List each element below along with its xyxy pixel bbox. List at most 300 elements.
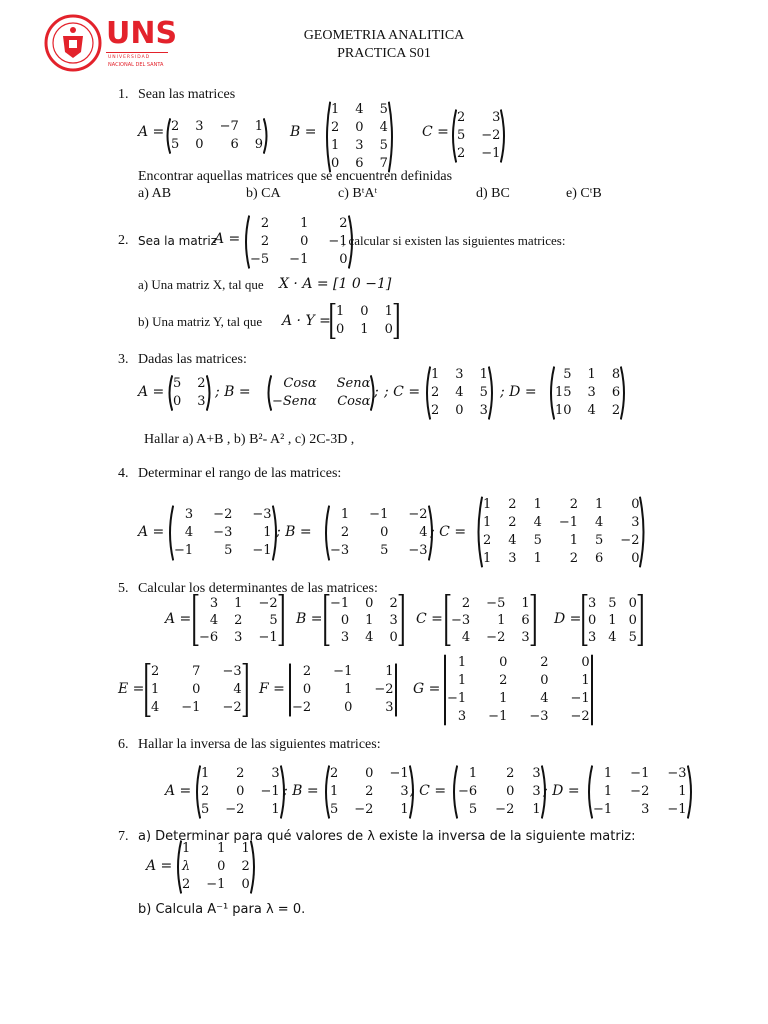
matrix-c	[449, 109, 508, 163]
matrix-cell: 1	[331, 138, 340, 153]
matrix-cell: 5	[330, 802, 339, 817]
matrix-cell: 1	[483, 515, 492, 530]
matrix-cell: −1	[488, 709, 508, 724]
part-b-text: b) Calcula A⁻¹ para λ = 0.	[138, 902, 306, 917]
matrix-cell: 5	[468, 802, 478, 817]
matrix-cell: 7	[192, 664, 201, 679]
matrix-cell: 3	[195, 119, 204, 134]
matrix-cell: 1	[336, 304, 345, 319]
matrix-cell: −1	[558, 515, 579, 530]
matrix-cell: −1	[252, 543, 272, 558]
matrix-cell: 2	[389, 595, 398, 611]
matrix-cell: −2	[213, 507, 233, 522]
matrix-cell: 2	[431, 385, 440, 400]
matrix-a	[242, 215, 356, 269]
matrix-cell: 4	[461, 629, 471, 645]
matrix-cell: −1	[630, 766, 650, 781]
matrix-cell: 3	[588, 595, 597, 611]
matrix-cell: 0	[339, 252, 348, 267]
matrix-cell: −2	[408, 507, 428, 522]
matrix-label: B =	[290, 124, 317, 140]
matrix-cell: 1	[587, 367, 596, 382]
matrix-cell: −1	[330, 595, 350, 611]
matrix-cell: 1	[201, 766, 210, 781]
problem-intro: Calcular los determinantes de las matrices:	[138, 581, 378, 596]
matrix-cell: −3	[451, 612, 471, 628]
matrix-label: A =	[214, 231, 241, 247]
matrix-cell: 2	[182, 877, 191, 892]
matrix-f	[288, 663, 398, 717]
matrix-cell: 2	[302, 664, 312, 679]
matrix-a	[166, 375, 213, 411]
matrix-cell: 0	[302, 682, 312, 697]
matrix-cell: 1	[603, 784, 613, 799]
matrix-cell: 0	[628, 612, 637, 628]
problem-intro: Determinar el rango de las matrices:	[138, 466, 342, 481]
matrix-cell: −1	[258, 629, 278, 645]
matrix-a	[164, 118, 270, 154]
matrix-cell: 0	[384, 322, 393, 337]
matrix-cell: −1	[333, 664, 353, 679]
matrix-cell: −1	[570, 691, 590, 706]
semicolon: ;	[374, 384, 379, 400]
matrix-cell: 1	[483, 551, 492, 566]
matrix-cell: 1	[182, 841, 191, 856]
matrix-cell: 1	[340, 507, 350, 522]
problem-task: Hallar a) A+B , b) B²- A² , c) 2C-3D ,	[144, 432, 355, 447]
matrix-cell: 1	[400, 802, 409, 817]
matrix-cell: 1	[457, 655, 467, 670]
matrix-cell: −1	[593, 802, 613, 817]
matrix-cell: −1	[481, 146, 501, 161]
matrix-cell: 4	[355, 102, 364, 117]
matrix-cell: 10	[555, 403, 572, 418]
logo-subtitle-2: NACIONAL DEL SANTA	[108, 62, 164, 68]
matrix-cell: 2	[241, 859, 250, 874]
matrix-cell: −1	[328, 234, 348, 249]
matrix-cell: 3	[457, 709, 467, 724]
part-b-text: b) Una matriz Y, tal que	[138, 314, 263, 329]
matrix-cell: 0	[344, 700, 353, 715]
matrix-cell: 2	[611, 403, 621, 418]
matrix-cell: 4	[209, 612, 219, 628]
matrix-cell: 5	[201, 802, 210, 817]
matrix-cell: 0	[506, 784, 515, 799]
matrix-cell: 2	[506, 766, 515, 781]
matrix-cell: 1	[344, 682, 353, 697]
matrix-cell: 1	[300, 216, 309, 231]
matrix-cell: 1	[254, 119, 264, 134]
matrix-y-result	[330, 303, 399, 339]
matrix-cell: 5	[379, 102, 388, 117]
matrix-cell: −3	[667, 766, 687, 781]
matrix-cell: 1	[678, 784, 687, 799]
matrix-label: ; C =	[430, 524, 467, 540]
matrix-cell: 2	[431, 403, 440, 418]
matrix-cell: −1	[174, 543, 194, 558]
matrix-cell: 6	[595, 551, 604, 566]
part-a-equation: X · A = [1 0 −1]	[279, 276, 392, 292]
matrix-a	[174, 840, 258, 894]
matrix-cell: 0	[540, 673, 549, 688]
problem-number: 6.	[118, 737, 129, 752]
matrix-cell: 2	[499, 673, 508, 688]
matrix-cell: 3	[197, 394, 206, 409]
matrix-cell: 4	[419, 525, 428, 540]
matrix-cell: 2	[540, 655, 549, 670]
matrix-cell: 5	[171, 137, 180, 152]
matrix-a-cells	[171, 118, 263, 154]
matrix-cell: 0	[340, 612, 350, 628]
matrix-cell: 7	[379, 156, 388, 171]
matrix-c	[450, 765, 549, 819]
matrix-cell: −6	[458, 784, 478, 799]
matrix-cell: 3	[532, 766, 541, 781]
matrix-cell: 2	[457, 146, 466, 161]
matrix-cell: 3	[532, 784, 541, 799]
matrix-cell: 0	[631, 497, 640, 512]
option-c: c) BᵗAᵗ	[338, 186, 378, 201]
matrix-cell: −1	[447, 691, 467, 706]
matrix-a	[166, 505, 280, 561]
document-subtitle: PRACTICA S01	[337, 46, 431, 61]
matrix-cell: 4	[184, 525, 194, 540]
matrix-d	[547, 366, 628, 420]
matrix-cell: Cosα	[337, 394, 371, 409]
matrix-cell: 6	[521, 612, 530, 628]
matrix-label: E =	[118, 681, 145, 697]
matrix-cell: 1	[608, 612, 617, 628]
matrix-cell: −3	[330, 543, 350, 558]
option-d: d) BC	[476, 186, 510, 201]
matrix-cell: 2	[236, 766, 245, 781]
matrix-d	[585, 765, 695, 819]
matrix-cell: −1	[206, 877, 226, 892]
matrix-a	[193, 594, 284, 646]
problem-intro: Dadas las matrices:	[138, 352, 247, 367]
matrix-cell: 5	[457, 128, 466, 143]
matrix-cell: 5	[379, 138, 388, 153]
matrix-cell: 2	[339, 216, 348, 231]
problem-intro-continuation: , calcular si existen las siguientes matrices:	[342, 233, 566, 248]
matrix-cell: 2	[330, 766, 339, 781]
matrix-cell: 6	[611, 385, 621, 400]
matrix-cell: −5	[486, 595, 506, 611]
matrix-cell: 1	[479, 367, 488, 382]
matrix-cell: −3	[213, 525, 233, 540]
matrix-cell: 2	[508, 515, 517, 530]
matrix-b	[265, 375, 377, 411]
matrix-cell: 5	[224, 543, 233, 558]
matrix-a	[193, 765, 288, 819]
matrix-cell: −3	[408, 543, 428, 558]
matrix-cell: 1	[385, 664, 394, 679]
matrix-cell: 1	[603, 766, 613, 781]
matrix-label: ; B =	[276, 524, 312, 540]
matrix-g	[443, 654, 594, 726]
matrix-cell: 0	[581, 655, 590, 670]
matrix-cell: 3	[209, 595, 219, 611]
matrix-c	[445, 594, 536, 646]
matrix-cell: 1	[497, 612, 506, 628]
matrix-cell: 2	[331, 120, 340, 135]
matrix-label: C =	[422, 124, 449, 140]
problem-number: 3.	[118, 352, 129, 367]
matrix-cell: 3	[479, 403, 488, 418]
matrix-cell: 5	[380, 543, 389, 558]
matrix-cell: 0	[195, 137, 204, 152]
matrix-cell: 6	[355, 156, 364, 171]
matrix-cell: −3	[252, 507, 272, 522]
part-a-text: a) Una matriz X, tal que	[138, 277, 264, 292]
matrix-cell: 3	[521, 629, 530, 645]
matrix-b	[322, 505, 436, 561]
matrix-cell: 1	[365, 612, 374, 628]
problem-number: 1.	[118, 87, 129, 102]
matrix-cell: 3	[455, 367, 464, 382]
matrix-cell: 1	[234, 595, 243, 611]
matrix-label: A =	[138, 384, 165, 400]
matrix-cell: 0	[331, 156, 340, 171]
part-a-text: a) Determinar para qué valores de λ existe la inversa de la siguiente matriz:	[138, 829, 636, 844]
matrix-cell: 1	[360, 322, 369, 337]
matrix-label: A =	[146, 858, 173, 874]
matrix-cell: 3	[508, 551, 517, 566]
matrix-cell: 1	[217, 841, 226, 856]
matrix-cell: 4	[595, 515, 604, 530]
matrix-cell: 4	[379, 120, 388, 135]
matrix-cell: 3	[355, 138, 364, 153]
matrix-cell: 2	[151, 664, 160, 679]
matrix-b	[322, 765, 417, 819]
matrix-cell: 2	[340, 525, 350, 540]
matrix-label: F =	[259, 681, 285, 697]
matrix-cell: −3	[529, 709, 549, 724]
matrix-cell: 3	[587, 385, 596, 400]
matrix-label: G =	[413, 681, 441, 697]
matrix-cell: 5	[595, 533, 604, 548]
matrix-cell: 1	[384, 304, 393, 319]
matrix-cell: 2	[569, 551, 579, 566]
matrix-cell: 0	[455, 403, 464, 418]
matrix-cell: 4	[533, 515, 542, 530]
matrix-cell: 5	[533, 533, 542, 548]
matrix-label: D =	[554, 611, 582, 627]
matrix-cell: 5	[563, 367, 572, 382]
matrix-cell: 5	[269, 612, 278, 628]
matrix-cell: 0	[380, 525, 389, 540]
matrix-cell: −1	[369, 507, 389, 522]
option-a: a) AB	[138, 186, 172, 201]
matrix-cell: 0	[360, 304, 369, 319]
matrix-label: C =	[416, 611, 443, 627]
matrix-cell: −2	[481, 128, 501, 143]
matrix-cell: 2	[171, 119, 180, 134]
matrix-cell: 1	[533, 497, 542, 512]
matrix-d	[582, 594, 643, 646]
matrix-label: B =	[296, 611, 323, 627]
matrix-cell: −5	[250, 252, 270, 267]
matrix-cell: −1	[181, 700, 201, 715]
matrix-cell: −Senα	[272, 394, 317, 409]
matrix-cell: −2	[620, 533, 640, 548]
matrix-label: ; B =	[215, 384, 251, 400]
part-b-equation: A · Y =	[282, 313, 331, 329]
problem-number: 7.	[118, 829, 129, 844]
matrix-cell: 4	[540, 691, 549, 706]
matrix-cell: 3	[492, 110, 501, 125]
matrix-cell: 1	[457, 673, 467, 688]
logo-text: UNS	[106, 16, 178, 51]
matrix-cell: 1	[533, 551, 542, 566]
matrix-label: A =	[165, 783, 192, 799]
matrix-cell: −2	[354, 802, 374, 817]
matrix-cell: 5	[628, 629, 637, 645]
matrix-cell: 3	[631, 515, 640, 530]
matrix-cell: 1	[569, 533, 579, 548]
matrix-cell: 4	[233, 682, 242, 697]
document-title: GEOMETRIA ANALITICA	[303, 28, 465, 43]
logo-subtitle-1: UNIVERSIDAD	[108, 55, 151, 60]
matrix-cell: 2	[234, 612, 243, 628]
matrix-cell: 2	[457, 110, 466, 125]
matrix-cell: 0	[365, 766, 374, 781]
matrix-cell: 2	[201, 784, 210, 799]
matrix-cell: 0	[336, 322, 345, 337]
matrix-cell: 3	[271, 766, 280, 781]
matrix-cell: −1	[260, 784, 280, 799]
problem-instruction: Encontrar aquellas matrices que se encuentren definidas	[138, 169, 453, 184]
matrix-label: A =	[138, 524, 165, 540]
matrix-cell: 4	[455, 385, 464, 400]
matrix-cell: 0	[389, 629, 398, 645]
matrix-cell: −2	[225, 802, 245, 817]
matrix-cell: 0	[236, 784, 245, 799]
matrix-cell: −2	[486, 629, 506, 645]
matrix-cell: 5	[608, 595, 617, 611]
matrix-cell: −2	[630, 784, 650, 799]
matrix-c	[423, 366, 496, 420]
matrix-cell: −7	[219, 119, 239, 134]
matrix-cell: 1	[499, 691, 508, 706]
matrix-cell: −2	[570, 709, 590, 724]
matrix-cell: 3	[588, 629, 597, 645]
matrix-label: ; D =	[500, 384, 537, 400]
matrix-cell: −1	[289, 252, 309, 267]
matrix-e	[145, 663, 248, 717]
matrix-cell: 1	[468, 766, 478, 781]
matrix-cell: 0	[628, 595, 637, 611]
matrix-cell: Cosα	[283, 376, 317, 391]
matrix-cell: 15	[555, 385, 572, 400]
matrix-cell: 6	[230, 137, 239, 152]
matrix-cell: 4	[608, 629, 617, 645]
matrix-cell: 0	[192, 682, 201, 697]
matrix-cell: 1	[521, 595, 530, 611]
matrix-cell: 1	[331, 102, 340, 117]
matrix-cell: 4	[587, 403, 596, 418]
matrix-cell: 1	[431, 367, 440, 382]
option-e: e) CᵗB	[566, 186, 602, 201]
matrix-b	[323, 101, 396, 173]
matrix-cell: Senα	[336, 376, 371, 391]
matrix-cell: 8	[611, 367, 621, 382]
problem-intro: Sean las matrices	[138, 87, 236, 102]
matrix-cell: 4	[508, 533, 517, 548]
matrix-b	[324, 594, 404, 646]
matrix-cell: 4	[151, 700, 160, 715]
matrix-cell: 0	[355, 120, 364, 135]
matrix-cell: 2	[365, 784, 374, 799]
matrix-cell: −3	[222, 664, 242, 679]
matrix-cell: λ	[182, 859, 191, 874]
matrix-cell: 5	[479, 385, 488, 400]
matrix-label: ; C =	[410, 783, 447, 799]
matrix-cell: 0	[499, 655, 508, 670]
matrix-cell: 0	[300, 234, 309, 249]
matrix-cell: 1	[151, 682, 160, 697]
matrix-cell: 1	[581, 673, 590, 688]
option-b: b) CA	[246, 186, 281, 201]
matrix-cell: 5	[173, 376, 182, 391]
matrix-cell: 3	[234, 629, 243, 645]
matrix-label: ; B =	[283, 783, 319, 799]
matrix-cell: 1	[330, 784, 339, 799]
matrix-cell: −2	[258, 595, 278, 611]
problem-number: 5.	[118, 581, 129, 596]
matrix-label: A =	[138, 124, 165, 140]
matrix-cell: 0	[241, 877, 250, 892]
matrix-cell: −2	[495, 802, 515, 817]
matrix-cell: 2	[508, 497, 517, 512]
matrix-cell: 0	[365, 595, 374, 611]
matrix-cell: 2	[197, 376, 206, 391]
matrix-cell: 2	[483, 533, 492, 548]
problem-number: 2.	[118, 233, 129, 248]
matrix-cell: −2	[374, 682, 394, 697]
matrix-cell: 3	[340, 629, 350, 645]
matrix-cell: 9	[254, 137, 264, 152]
matrix-label: ; D =	[543, 783, 580, 799]
matrix-cell: 3	[389, 612, 398, 628]
matrix-cell: 0	[588, 612, 597, 628]
matrix-cell: 1	[483, 497, 492, 512]
matrix-label: A =	[165, 611, 192, 627]
matrix-cell: −2	[222, 700, 242, 715]
matrix-cell: 3	[385, 700, 394, 715]
matrix-cell: 1	[532, 802, 541, 817]
matrix-cell: 0	[173, 394, 182, 409]
matrix-cell: 2	[260, 216, 270, 231]
matrix-cell: 1	[595, 497, 604, 512]
matrix-cell: 1	[271, 802, 280, 817]
matrix-cell: 2	[461, 595, 471, 611]
matrix-cell: 3	[641, 802, 650, 817]
problem-intro: Sea la matriz	[138, 234, 217, 248]
matrix-cell: 0	[217, 859, 226, 874]
matrix-cell: −1	[389, 766, 409, 781]
matrix-cell: 3	[184, 507, 194, 522]
matrix-cell: 2	[260, 234, 270, 249]
matrix-c	[474, 496, 648, 568]
matrix-cell: −6	[199, 629, 219, 645]
matrix-cell: 1	[241, 841, 250, 856]
matrix-cell: −1	[667, 802, 687, 817]
matrix-cell: −2	[292, 700, 312, 715]
matrix-cell: 1	[263, 525, 272, 540]
matrix-cell: 2	[569, 497, 579, 512]
problem-number: 4.	[118, 466, 129, 481]
